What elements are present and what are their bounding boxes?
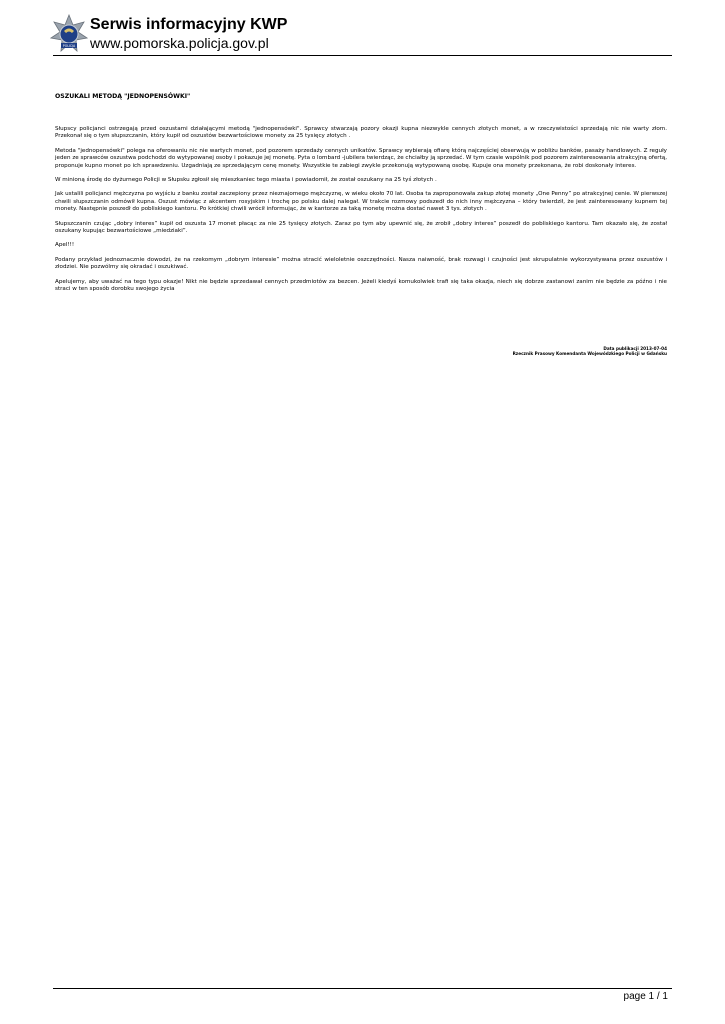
article-paragraph: Słupszczanin czując „dobry interes” kupił od oszusta 17 monet płacąc za nie 25 tysięcy złotych. Zaraz po tym aby upewnić się, że zrobił „dobry interes” poszedł do pobliskiego kantoru. Tam okazało się, że został oszukany kupując bezwartościowe „miedziaki”. (55, 220, 667, 235)
police-star-logo (50, 14, 88, 54)
site-url[interactable]: www.pomorska.policja.gov.pl (90, 35, 269, 51)
article (55, 93, 667, 301)
article-paragraph: Metoda "jednopensówki" polega na oferowaniu nic nie wartych monet, pod pozorem sprzedaży cennych unikatów. Sprawcy wybierają ofiarę którą najczęściej obserwują w pobliżu banków, pasaży handlowych. Z reguły jeden ze sprawców oszustwa podchodzi do wytypowanej osoby i pokazuje jej monetę. Pyta o lombard -jubilera twierdząc, że chciałby ją sprzedać. W tym czasie wspólnik pod pozorem zainteresowania atrakcyjną ofertą, proponuje kupno monet po ich sprawdzeniu. Uzgadniają ze sprzedającym cenę monety. Wszystkie te zabiegi zwykle przekonują wytypowaną osobę. Kupuje ona monety przekonana, że robi doskonały interes. (55, 147, 667, 169)
publication-date: Data publikacji 2013-07-04 (603, 346, 667, 351)
article-paragraph: Apelujemy, aby uważać na tego typu okazje! Nikt nie będzie sprzedawał cennych przedmiotów za bezcen. Jeżeli kiedyś komukolwiek trafi się taka okazja, niech się dobrze zastanowi zanim nie będzie za późno i nie straci w ten sposób dorobku swojego życia (55, 278, 667, 293)
article-paragraph: Apel!!! (55, 242, 75, 249)
header-divider (53, 55, 672, 56)
site-title: Serwis informacyjny KWP (90, 16, 288, 33)
logo-text: POLICJA (62, 44, 76, 48)
publication-info (513, 346, 667, 356)
page-header (50, 14, 670, 56)
article-title: OSZUKALI METODĄ "JEDNOPENSÓWKI" (55, 93, 191, 100)
publication-author: Rzecznik Prasowy Komendanta Wojewódzkiego Policji w Gdańsku (512, 351, 667, 357)
article-paragraph: W minioną środę do dyżurnego Policji w Słupsku zgłosił się mieszkaniec tego miasta i powiadomił, że został oszukany na 25 tyś złotych . (55, 177, 437, 184)
article-paragraph: Jak ustalili policjanci mężczyzna po wyjściu z banku został zaczepiony przez nieznajomego mężczyznę, w wieku około 70 lat. Osoba ta zaproponowała zakup złotej monety „One Penny” po atrakcyjnej cenie. W pierwszej chwili słupszczanin odmówił kupna. Oszust mówiąc z akcentem rosyjskim i trochę po polsku dalej nalegał. W trakcie rozmowy podszedł do nich inny mężczyzna – który twierdził, że jest zainteresowany kupnem tej monety. Następnie poszedł do pobliskiego kantoru. Po krótkiej chwili wrócił informując, że w kantorze za taką monetę można dostać nawet 3 tys. złotych . (55, 191, 667, 213)
page-number: page 1 / 1 (623, 991, 668, 1002)
article-paragraph: Podany przykład jednoznacznie dowodzi, że na rzekomym „dobrym interesie” można stracić wieloletnie oszczędności. Nasza naiwność, brak rozwagi i czujności jest skrupulatnie wykorzystywana przez oszustów i złodziei. Nie pozwólmy się okradać i oszukiwać. (55, 256, 667, 271)
article-paragraph: Słupscy policjanci ostrzegają przed oszustami działającymi metodą "jednopensówki". Sprawcy stwarzają pozory okazji kupna niezwykle cennych złotych monet, a w rzeczywistości sprzedają nic nie warty złom. Przekonał się o tym słupszczanin, który kupił od oszustów bezwartościowe monety za 25 tysięcy złotych . (55, 126, 667, 140)
footer-divider (53, 988, 672, 989)
